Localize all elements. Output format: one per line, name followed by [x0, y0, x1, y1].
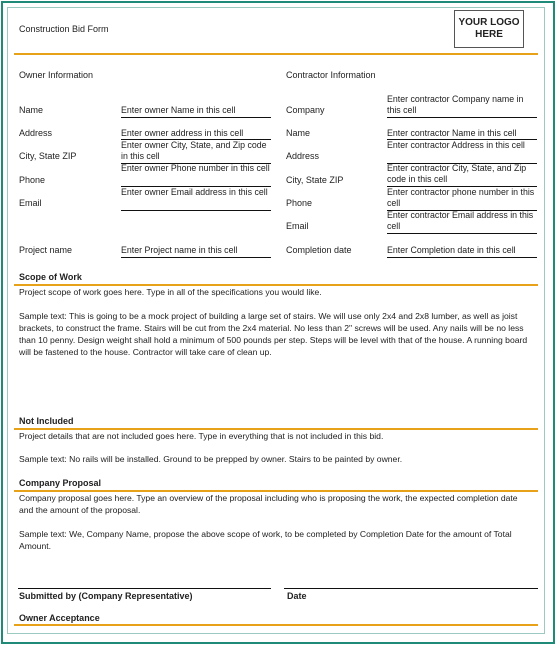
project-name-label: Project name: [19, 245, 73, 255]
proposal-title: Company Proposal: [19, 478, 102, 488]
owner-acceptance-divider: [14, 624, 538, 626]
owner-city-field[interactable]: Enter owner City, State, and Zip code in this cell: [121, 140, 267, 161]
contractor-address-field[interactable]: Enter contractor Address in this cell: [387, 140, 525, 150]
scope-title: Scope of Work: [19, 272, 82, 282]
date-signature-line: [284, 588, 538, 589]
not-included-title: Not Included: [19, 416, 74, 426]
submitted-signature-line: [18, 588, 271, 589]
completion-date-label: Completion date: [286, 245, 352, 255]
contractor-name-field[interactable]: Enter contractor Name in this cell: [387, 128, 517, 138]
owner-phone-field[interactable]: Enter owner Phone number in this cell: [121, 163, 270, 173]
contractor-email-label: Email: [286, 221, 309, 231]
owner-acceptance-label: Owner Acceptance: [19, 613, 100, 623]
owner-city-label: City, State ZIP: [19, 151, 77, 161]
owner-heading: Owner Information: [19, 70, 94, 80]
owner-email-field[interactable]: Enter owner Email address in this cell: [121, 187, 268, 197]
completion-date-field[interactable]: Enter Completion date in this cell: [387, 245, 516, 255]
contractor-city-label: City, State ZIP: [286, 175, 344, 185]
not-included-sample[interactable]: Sample text: No rails will be installed. Ground to be prepped by owner. Stairs to be painted by owner.: [19, 454, 403, 464]
owner-phone-label: Phone: [19, 175, 46, 185]
logo-placeholder: YOUR LOGO HERE: [454, 10, 524, 48]
header-divider: [14, 53, 538, 55]
contractor-city-field[interactable]: Enter contractor City, State, and Zip code in this cell: [387, 163, 527, 184]
contractor-phone-field[interactable]: Enter contractor phone number in this cell: [387, 187, 535, 208]
owner-email-label: Email: [19, 198, 42, 208]
contractor-phone-label: Phone: [286, 198, 313, 208]
submitted-by-label: Submitted by (Company Representative): [19, 591, 193, 601]
contractor-address-label: Address: [286, 151, 320, 161]
project-name-field[interactable]: Enter Project name in this cell: [121, 245, 238, 255]
proposal-sample[interactable]: Sample text: We, Company Name, propose the above scope of work, to be completed by Completion Date for the amount of Total Amount.: [19, 529, 512, 551]
contractor-email-field[interactable]: Enter contractor Email address in this cell: [387, 210, 534, 231]
owner-address-field[interactable]: Enter owner address in this cell: [121, 128, 244, 138]
contractor-company-field[interactable]: Enter contractor Company name in this cell: [387, 94, 524, 115]
owner-name-field[interactable]: Enter owner Name in this cell: [121, 105, 236, 115]
proposal-intro[interactable]: Company proposal goes here. Type an overview of the proposal including who is proposing the work, the expected completion date and the amount of the proposal.: [19, 493, 518, 515]
form-title: Construction Bid Form: [19, 24, 109, 34]
scope-sample[interactable]: Sample text: This is going to be a mock project of building a large set of stairs. We will use only 2x4 and 2x8 lumber, as well as joist brackets, to construct the frame. Stairs will be cut from the 2x4 material. No less than 2" screws will be used. Any nails will be no less than 10 penny. Design weight shall hold a minimum of 500 pounds per step. Steps will be level with that of the house. A running board will be fastened to the house. Contractor will take care of clean up.: [19, 311, 528, 357]
contractor-company-label: Company: [286, 105, 325, 115]
owner-address-label: Address: [19, 128, 53, 138]
not-included-intro[interactable]: Project details that are not included goes here. Type in everything that is not included in this bid.: [19, 431, 384, 441]
date-label: Date: [287, 591, 307, 601]
contractor-name-label: Name: [286, 128, 311, 138]
owner-name-label: Name: [19, 105, 44, 115]
scope-intro[interactable]: Project scope of work goes here. Type in all of the specifications you would like.: [19, 287, 322, 297]
contractor-heading: Contractor Information: [286, 70, 376, 80]
